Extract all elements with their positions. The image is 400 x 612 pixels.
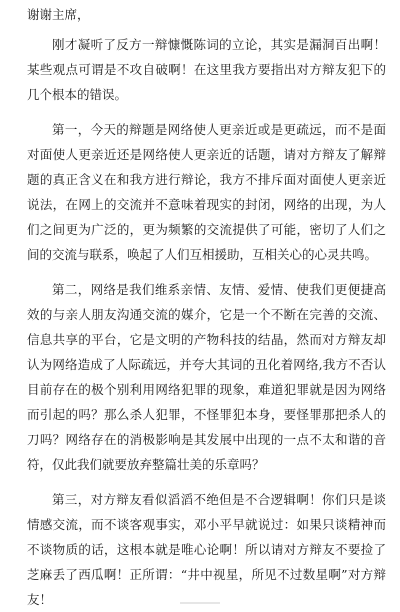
paragraph-point-three: 第三，对方辩友看似滔滔不绝但是不合逻辑啊！你们只是谈情感交流，而不谈客观事实，邓小平早就说过：如果只谈精神而不谈物质的话，这根本就是唯心论啊！所以请对方辩友不要捡了芝麻丢了西瓜啊！正所谓：“井中视星，所见不过数星啊”对方辩友！ bbox=[27, 492, 386, 607]
paragraph-point-two: 第二，网络是我们维系亲情、友情、爱情、使我们更便捷高效的与亲人朋友沟通交流的媒介，它是一个不断在完善的交流、信息共享的平台，它是文明的产物科技的结晶，然而对方辩友却认为网络造成了人际疏远，并夸大其词的丑化着网络,我方不否认目前存在的极个别利用网络犯罪的现象，难道犯罪就是因为网络而引起的吗？那么杀人犯罪，不怪罪犯本身，要怪罪那把杀人的刀吗？网络存在的消极影响是其发展中出现的一点不太和谐的音符，仅此我们就要放弃整篇壮美的乐章吗？ bbox=[27, 282, 386, 472]
paragraph-point-one: 第一，今天的辩题是网络使人更亲近或是更疏远，而不是面对面使人更亲近还是网络使人更亲近的话题，请对方辩友了解辩题的真正含义在和我方进行辩论，我方不排斥面对面使人更亲近说法，在网上的交流并不意味着现实的封闭，网络的出现，为人们之间更为广泛的，更为频繁的交流提供了可能，密切了人们之间的交流与联系，唤起了人们互相援助，互相关心的心灵共鸣。 bbox=[27, 122, 386, 262]
page-footer-divider bbox=[180, 602, 220, 604]
paragraph-intro: 刚才凝听了反方一辩慷慨陈词的立论，其实是漏洞百出啊！某些观点可谓是不攻自破啊！在这里我方要指出对方辩友犯下的几个根本的错误。 bbox=[27, 37, 386, 102]
salutation: 谢谢主席， bbox=[27, 7, 90, 22]
